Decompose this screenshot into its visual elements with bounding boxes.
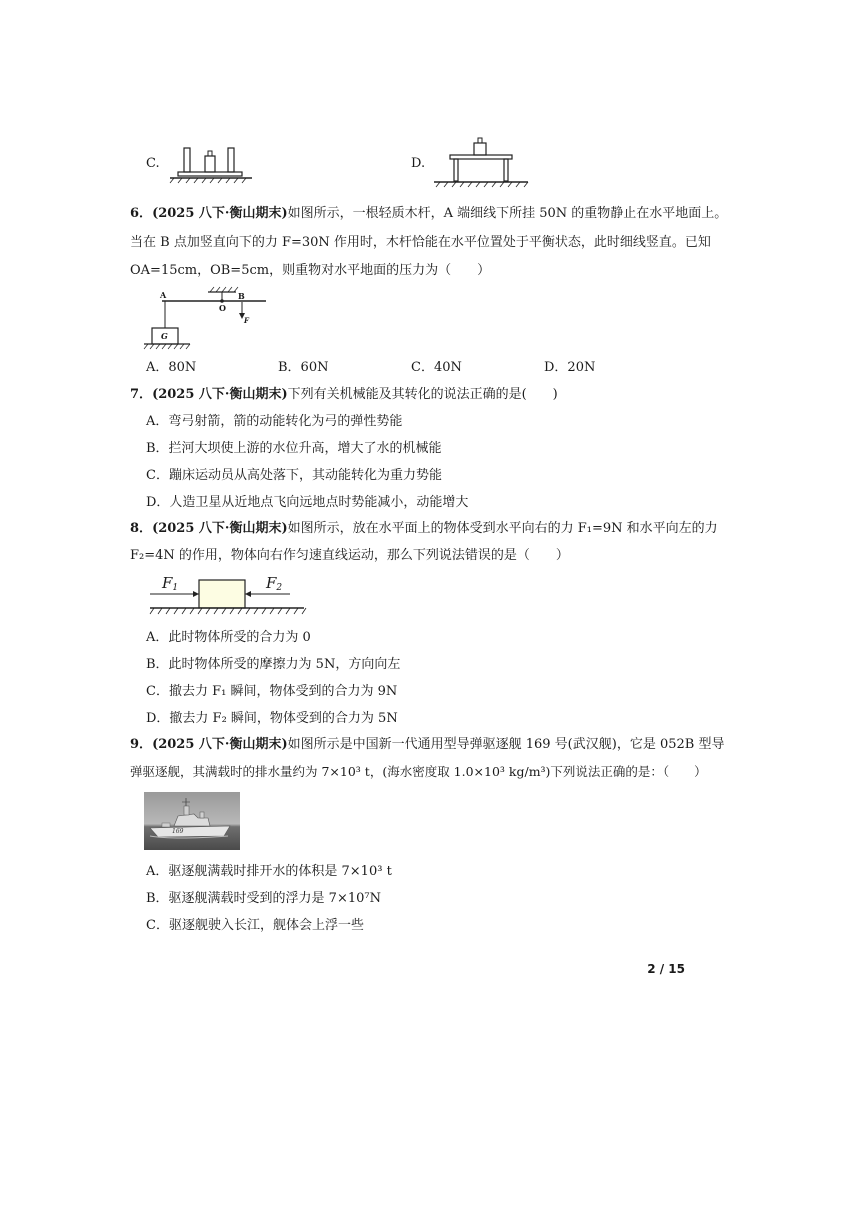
- option-d-figure: [432, 136, 532, 188]
- q7-option-d: D．人造卫星从近地点飞向远地点时势能减小，动能增大: [146, 495, 469, 510]
- q8-number: 8: [130, 521, 140, 536]
- q6-line-1: 6．(2025 八下·衡山期末)如图所示，一根轻质木杆，A 端细线下所挂 50N 的重物静止在水平地面上。: [130, 206, 728, 221]
- q8-option-b: B．此时物体所受的摩擦力为 5N，方向向左: [146, 657, 401, 672]
- q9-source-tag: (2025 八下·衡山期末): [152, 737, 288, 752]
- q8-line-1: 8．(2025 八下·衡山期末)如图所示，放在水平面上的物体受到水平向右的力 F₁=9N 和水平向左的力: [130, 521, 718, 536]
- option-c-label: C.: [146, 156, 160, 171]
- q8-label-f2: $F_2$: [266, 574, 283, 593]
- q6-label-a: A: [160, 290, 167, 300]
- q9-option-c: C．驱逐舰驶入长江，舰体会上浮一些: [146, 918, 364, 933]
- q7-stem: 下列有关机械能及其转化的说法正确的是( ): [287, 387, 558, 402]
- q6-label-b: B: [238, 291, 245, 301]
- q6-stem-3: OA=15cm，OB=5cm，则重物对水平地面的压力为（ ）: [130, 263, 491, 278]
- q9-stem-1: 如图所示是中国新一代通用型导弹驱逐舰 169 号(武汉舰)，它是 052B 型导: [287, 737, 725, 752]
- q7-source-tag: (2025 八下·衡山期末): [152, 387, 288, 402]
- q8-source-tag: (2025 八下·衡山期末): [152, 521, 288, 536]
- q8-stem-1: 如图所示，放在水平面上的物体受到水平向右的力 F₁=9N 和水平向左的力: [287, 521, 718, 536]
- option-d-label: D.: [411, 156, 426, 171]
- q8-stem-2: F₂=4N 的作用，物体向右作匀速直线运动，那么下列说法错误的是（ ）: [130, 548, 569, 563]
- q9-number: 9: [130, 737, 140, 752]
- q7-option-c: C．蹦床运动员从高处落下，其动能转化为重力势能: [146, 468, 442, 483]
- q8-option-a: A．此时物体所受的合力为 0: [146, 630, 311, 645]
- q6-label-g: G: [161, 331, 168, 341]
- q6-option-b: B．60N: [278, 360, 329, 375]
- q6-stem-1: 如图所示，一根轻质木杆，A 端细线下所挂 50N 的重物静止在水平地面上。: [287, 206, 728, 221]
- q6-number: 6: [130, 206, 140, 221]
- q9-ship-hull-number: 169: [172, 828, 184, 835]
- q9-line-1: 9．(2025 八下·衡山期末)如图所示是中国新一代通用型导弹驱逐舰 169 号(武汉舰)，它是 052B 型导: [130, 737, 725, 752]
- q6-stem-2: 当在 B 点加竖直向下的力 F=30N 作用时，木杆恰能在水平位置处于平衡状态，此时细线竖直。已知: [130, 235, 711, 250]
- q6-label-o: O: [219, 303, 226, 313]
- q9-stem-2: 弹驱逐舰，其满载时的排水量约为 7×10³ t，(海水密度取 1.0×10³ kg/m³)下列说法正确的是：（ ）: [130, 764, 707, 779]
- q7-option-b: B．拦河大坝使上游的水位升高，增大了水的机械能: [146, 441, 442, 456]
- q7-number: 7: [130, 387, 140, 402]
- option-c-figure: [170, 142, 260, 184]
- q8-option-d: D．撤去力 F₂ 瞬间，物体受到的合力为 5N: [146, 711, 398, 726]
- q9-option-a: A．驱逐舰满载时排开水的体积是 7×10³ t: [146, 864, 392, 879]
- q8-label-f1: $F_1$: [162, 574, 179, 593]
- q6-option-d: D．20N: [544, 360, 596, 375]
- q6-option-a: A．80N: [146, 360, 197, 375]
- q6-label-f: F: [244, 316, 249, 325]
- q9-option-b: B．驱逐舰满载时受到的浮力是 7×10⁷N: [146, 891, 381, 906]
- page-number: 2 / 15: [647, 962, 685, 976]
- q6-source-tag: (2025 八下·衡山期末): [152, 206, 288, 221]
- q9-destroyer-photo: [144, 792, 240, 850]
- q6-option-c: C．40N: [411, 360, 462, 375]
- q7-option-a: A．弯弓射箭，箭的动能转化为弓的弹性势能: [146, 414, 403, 429]
- q7-line-1: 7．(2025 八下·衡山期末)下列有关机械能及其转化的说法正确的是( ): [130, 387, 558, 402]
- q8-option-c: C．撤去力 F₁ 瞬间，物体受到的合力为 9N: [146, 684, 398, 699]
